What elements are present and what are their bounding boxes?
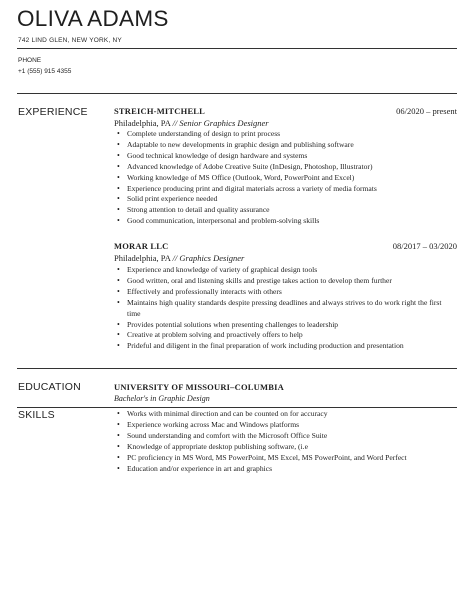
section-title-education: EDUCATION xyxy=(18,381,81,393)
section-title-skills: SKILLS xyxy=(18,409,55,421)
list-item: • Creative at problem solving and proactively offers to help xyxy=(114,330,456,341)
list-item: • Good written, oral and listening skills and prestige takes action to develop them further xyxy=(114,276,456,287)
header-divider xyxy=(17,48,457,49)
list-item: • Solid print experience needed xyxy=(114,194,456,205)
section-divider-experience xyxy=(17,93,457,94)
job-separator: // xyxy=(172,253,178,263)
job-title: Senior Graphics Designer xyxy=(179,118,269,128)
list-item: • PC proficiency in MS Word, MS PowerPoint, MS Excel, MS PowerPoint, and Word Perfect xyxy=(114,453,456,464)
list-item: • Strong attention to detail and quality assurance xyxy=(114,205,456,216)
job-location: Philadelphia, PA xyxy=(114,253,171,263)
list-item: • Prideful and diligent in the final preparation of work including production and presentation xyxy=(114,341,456,352)
list-item: • Sound understanding and comfort with the Microsoft Office Suite xyxy=(114,431,456,442)
list-item: • Experience and knowledge of variety of graphical design tools xyxy=(114,265,456,276)
list-item: • Effectively and professionally interacts with others xyxy=(114,287,456,298)
list-item: • Good communication, interpersonal and problem-solving skills xyxy=(114,216,456,227)
job-bullets xyxy=(114,265,456,352)
address: 742 LIND GLEN, NEW YORK, NY xyxy=(18,37,122,44)
resume-name: OLIVA ADAMS xyxy=(17,6,169,31)
list-item: • Good technical knowledge of design hardware and systems xyxy=(114,151,456,162)
list-item: • Experience working across Mac and Windows platforms xyxy=(114,420,456,431)
degree: Bachelor's in Graphic Design xyxy=(114,394,210,403)
list-item: • Complete understanding of design to print process xyxy=(114,129,456,140)
job-subline xyxy=(114,253,244,263)
job-dates: 06/2020 – present xyxy=(396,106,457,116)
school-name: UNIVERSITY OF MISSOURI–COLUMBIA xyxy=(114,382,284,392)
job-subline xyxy=(114,118,269,128)
job-dates: 08/2017 – 03/2020 xyxy=(392,241,457,251)
list-item: • Working knowledge of MS Office (Outlook, Word, PowerPoint and Excel) xyxy=(114,173,456,184)
job-bullets xyxy=(114,129,456,227)
phone-value: +1 (555) 915 4355 xyxy=(18,68,72,75)
phone-label: PHONE xyxy=(18,57,42,64)
list-item: • Advanced knowledge of Adobe Creative Suite (InDesign, Photoshop, Illustrator) xyxy=(114,162,456,173)
list-item: • Maintains high quality standards despite pressing deadlines and always strives to do work right the first time xyxy=(114,298,456,320)
job-separator: // xyxy=(172,118,178,128)
section-divider-education xyxy=(17,368,457,369)
list-item: • Education and/or experience in art and graphics xyxy=(114,464,456,475)
list-item: • Works with minimal direction and can be counted on for accuracy xyxy=(114,409,456,420)
job-location: Philadelphia, PA xyxy=(114,118,171,128)
job-title: Graphics Designer xyxy=(179,253,245,263)
list-item: • Adaptable to new developments in graphic design and publishing software xyxy=(114,140,456,151)
job-company: STREICH-MITCHELL xyxy=(114,106,206,116)
list-item: • Experience producing print and digital materials across a variety of media formats xyxy=(114,184,456,195)
job-company: MORAR LLC xyxy=(114,241,169,251)
list-item: • Provides potential solutions when presenting challenges to leadership xyxy=(114,320,456,331)
section-title-experience: EXPERIENCE xyxy=(18,106,88,118)
section-divider-skills xyxy=(17,407,457,408)
list-item: • Knowledge of appropriate desktop publishing software, (i.e xyxy=(114,442,456,453)
skills-bullets xyxy=(114,409,456,474)
